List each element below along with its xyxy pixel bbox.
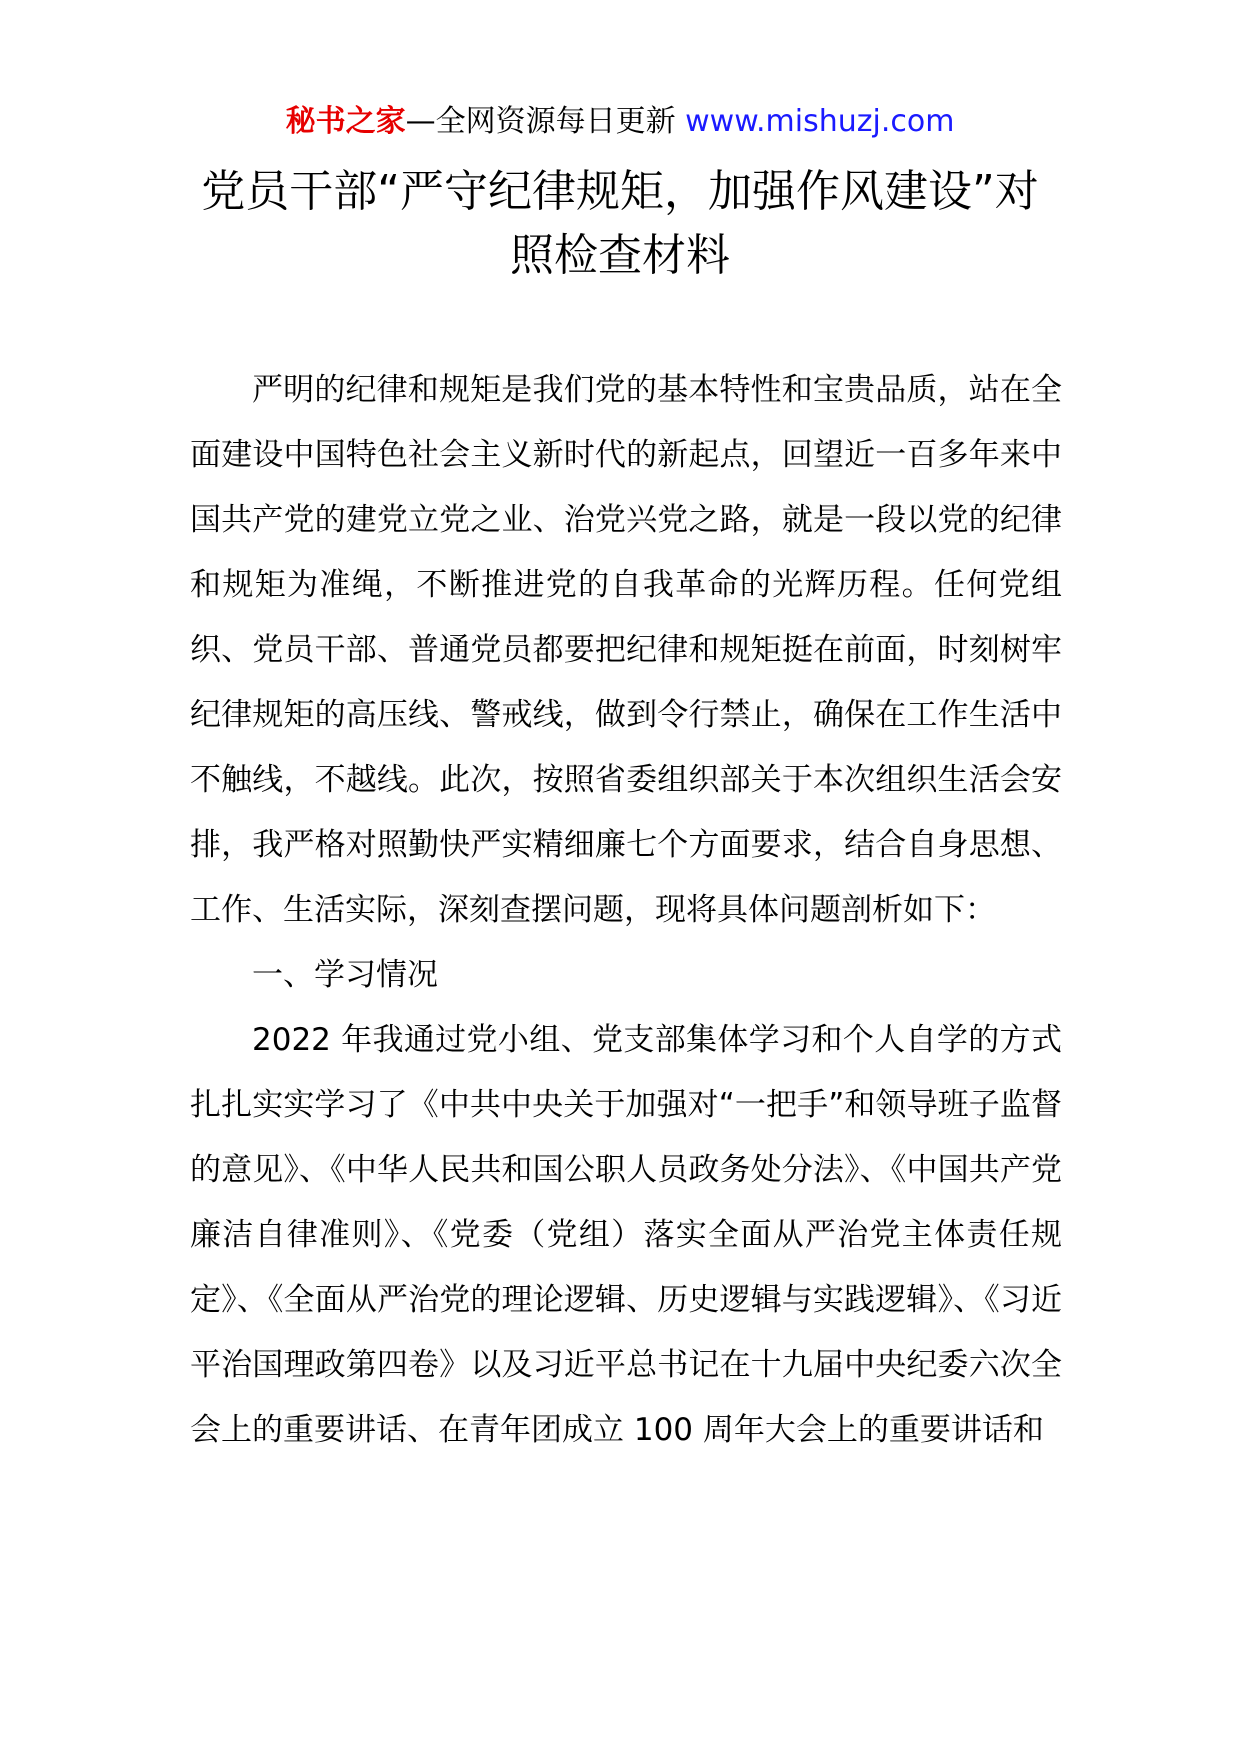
document-title: 党员干部“严守纪律规矩，加强作风建设”对照检查材料 [201,166,1039,281]
site-brand: 秘书之家 [285,104,406,139]
site-url-link[interactable]: www.mishuzj.com [685,104,955,139]
site-header [0,100,1240,144]
study-paragraph: 2022 年我通过党小组、党支部集体学习和个人自学的方式扎扎实实学习了《中共中央关于加强对“一把手”和领导班子监督的意见》、《中华人民共和国公职人员政务处分法》、《中国共产党廉洁自律准则》、《党委（党组）落实全面从严治党主体责任规定》、《全面从严治党的理论逻辑、历史逻辑与实践逻辑》、《习近平治国理政第四卷》以及习近平总书记在十九届中央纪委六次全会上的重要讲话、在青年团成立 100 周年大会上的重要讲话和 [190,1022,1062,1448]
section-heading-study: 一、学习情况 [252,957,438,993]
site-tagline: —全网资源每日更新 [405,104,686,139]
document-body [190,358,1062,1463]
intro-paragraph: 严明的纪律和规矩是我们党的基本特性和宝贵品质，站在全面建设中国特色社会主义新时代的新起点，回望近一百多年来中国共产党的建党立党之业、治党兴党之路，就是一段以党的纪律和规矩为准绳，不断推进党的自我革命的光辉历程。任何党组织、党员干部、普通党员都要把纪律和规矩挺在前面，时刻树牢纪律规矩的高压线、警戒线，做到令行禁止，确保在工作生活中不触线，不越线。此次，按照省委组织部关于本次组织生活会安排，我严格对照勤快严实精细廉七个方面要求，结合自身思想、工作、生活实际，深刻查摆问题，现将具体问题剖析如下： [190,372,1062,928]
